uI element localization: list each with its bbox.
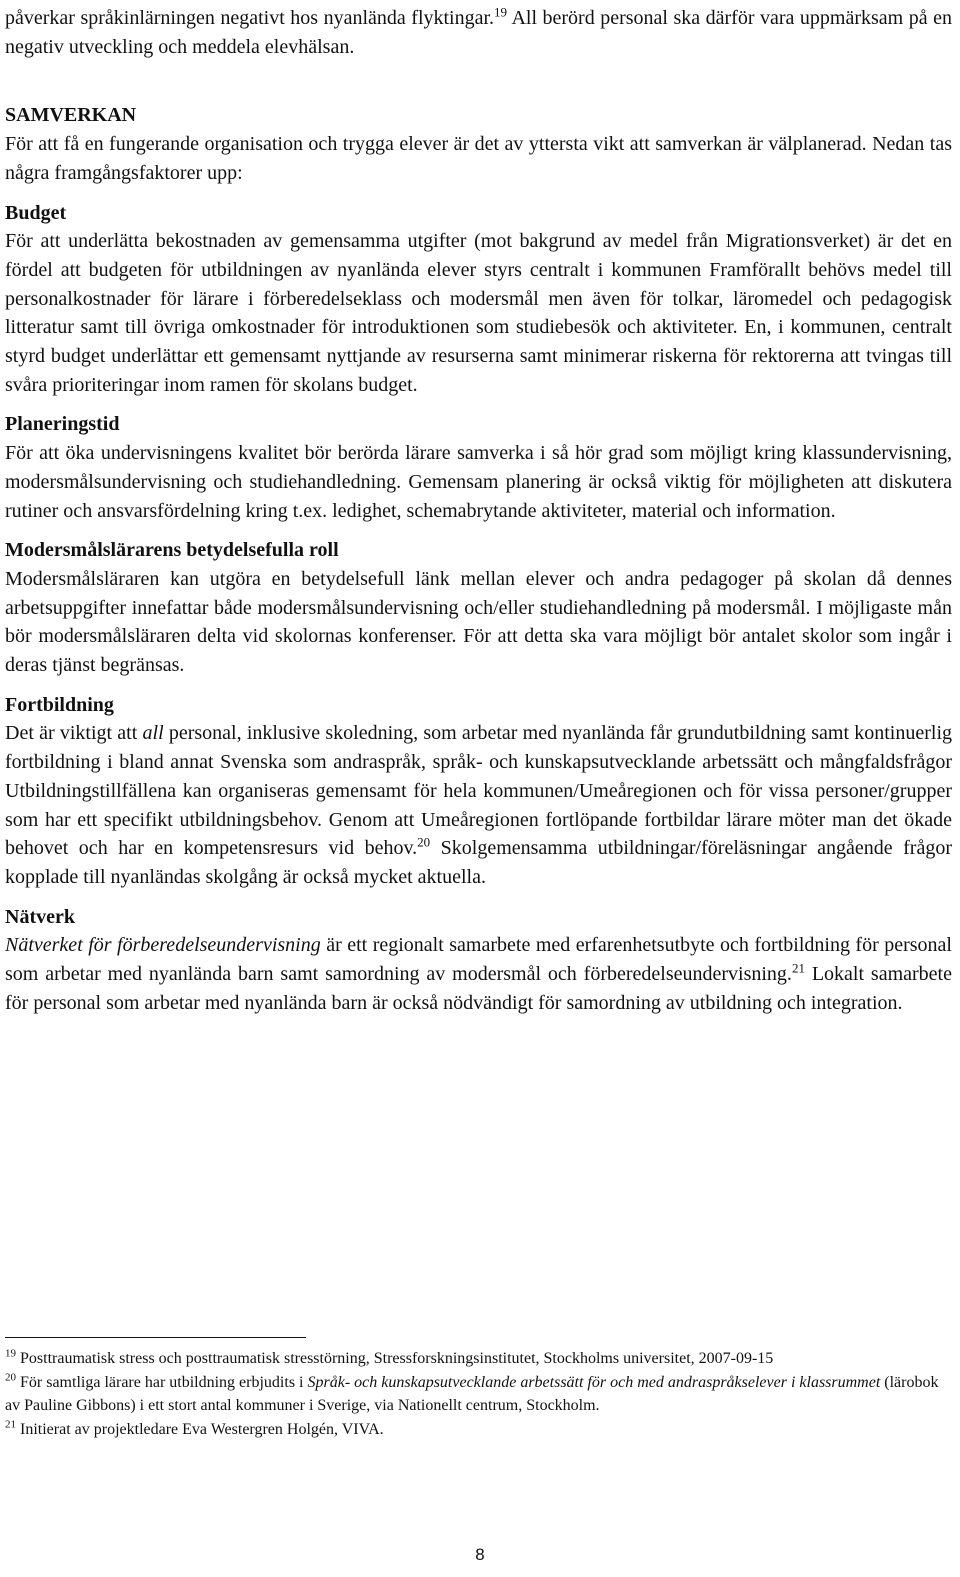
section-paragraph: För att få en fungerande organisation och trygga elever är det av yttersta vikt att samverkan är välplanerad. Nedan tas några framgångsfaktorer upp: xyxy=(5,133,952,184)
intro-text-continued: All berörd personal ska därför vara uppmärksam på en negativ utveckling och meddela elevhälsan. xyxy=(5,7,952,58)
emphasis-text: all xyxy=(142,722,164,745)
footnote-20 xyxy=(5,1371,952,1418)
page-number: 8 xyxy=(475,1545,485,1564)
footnote-ref-21[interactable]: 21 xyxy=(791,960,805,976)
document-body xyxy=(5,0,952,1018)
section-budget xyxy=(5,199,952,400)
footnote-emphasis: Språk- och kunskapsutvecklande arbetssätt för och med andraspråkselever i klassrummet xyxy=(307,1373,881,1391)
section-heading: Fortbildning xyxy=(5,693,114,716)
section-paragraph xyxy=(5,931,952,1017)
footnote-19 xyxy=(5,1347,952,1371)
paragraph-text: Det är viktigt att xyxy=(5,722,143,745)
footnote-number: 19 xyxy=(5,1347,16,1360)
section-modersmal xyxy=(5,536,952,680)
paragraph-text: personal, inklusive skoledning, som arbetar med nyanlända får grundutbildning samt kontinuerlig fortbildning i bland annat Svenska som andraspråk, språk- och kunskapsutvecklande arbetssätt och mångfaldsfrågor Utbildningstillfällena kan organiseras gemensamt för hela kommunen/Umeåregionen och för vissa personer/grupper som har ett specifikt utbildningsbehov. Genom att Umeåregionen fortlöpande fortbildar lärare möter man det ökade behovet och har en kompetensresurs vid behov. xyxy=(5,722,952,860)
footnote-text: Initierat av projektledare Eva Westergren Holgén, VIVA. xyxy=(16,1420,384,1438)
section-heading: Planeringstid xyxy=(5,413,120,436)
section-heading: SAMVERKAN xyxy=(5,104,137,127)
footnote-number: 21 xyxy=(5,1418,16,1431)
footnote-ref-20[interactable]: 20 xyxy=(417,834,431,850)
emphasis-text: Nätverket för förberedelseundervisning xyxy=(5,934,321,957)
section-paragraph: Modersmålsläraren kan utgöra en betydelsefull länk mellan elever och andra pedagoger på skolan då dennes arbetsuppgifter innefattar både modersmålsundervisning och/eller studiehandledning på modersmål. I möjligaste mån bör modersmålsläraren delta vid skolornas konferenser. För att detta ska vara möjligt bör antalet skolor som ingår i deras tjänst begränsas. xyxy=(5,567,952,677)
footnote-text: (lärobok av Pauline Gibbons) i ett stort antal kommuner i Sverige, via Nationellt centrum, Stockholm. xyxy=(5,1373,939,1414)
footnote-number: 20 xyxy=(5,1371,16,1384)
section-heading: Budget xyxy=(5,201,67,224)
section-paragraph xyxy=(5,719,952,891)
section-fortbildning xyxy=(5,691,952,892)
section-heading: Nätverk xyxy=(5,905,75,928)
paragraph-text: Skolgemensamma utbildningar/föreläsningar angående frågor kopplade till nyanländas skolgång är också mycket aktuella. xyxy=(5,837,952,888)
footnote-text: För samtliga lärare har utbildning erbjudits i xyxy=(16,1373,308,1391)
intro-text: påverkar språkinlärningen negativt hos nyanlända flyktingar. xyxy=(5,7,495,29)
section-paragraph: För att öka undervisningens kvalitet bör berörda lärare samverka i så hör grad som möjligt kring klassundervisning, modersmålsundervisning och studiehandledning. Gemensam planering är också viktig för möjligheten att diskutera rutiner och ansvarsfördelning kring t.ex. ledighet, schemabrytande aktiviteter, material och information. xyxy=(5,442,952,522)
footnote-text: Posttraumatisk stress och posttraumatisk stresstörning, Stressforskningsinstitutet, Stockholms universitet, 2007-09-15 xyxy=(16,1350,774,1367)
section-natverk xyxy=(5,903,952,1018)
footnote-ref-19[interactable]: 19 xyxy=(494,4,508,20)
footnote-separator xyxy=(5,1337,306,1338)
section-paragraph: För att underlätta bekostnaden av gemensamma utgifter (mot bakgrund av medel från Migrationsverket) är det en fördel att budgeten för utbildningen av nyanlända elever styrs centralt i kommunen Framförallt behövs medel till personalkostnader för lärare i förberedelseklass och modersmål men även för tolkar, läromedel och pedagogisk litteratur samt till övriga omkostnader för introduktionen som studiebesök och aktiviteter. En, i kommunen, centralt styrd budget underlättar ett gemensamt nyttjande av resurserna samt minimerar riskerna för rektorerna att tvingas till svåra prioriteringar inom ramen för skolans budget. xyxy=(5,230,952,396)
section-heading: Modersmålslärarens betydelsefulla roll xyxy=(5,539,339,562)
paragraph-text: Lokalt samarbete för personal som arbetar med nyanlända barn är också nödvändigt för samordning av utbildning och integration. xyxy=(5,963,952,1014)
intro-paragraph xyxy=(5,4,952,61)
section-samverkan xyxy=(5,101,952,187)
paragraph-text: är ett regionalt samarbete med erfarenhetsutbyte och fortbildning för personal som arbetar med nyanlända barn samt samordning av modersmål och förberedelseundervisning. xyxy=(5,934,952,986)
section-planeringstid xyxy=(5,410,952,525)
footnotes xyxy=(5,1347,952,1441)
footnote-21 xyxy=(5,1418,952,1442)
